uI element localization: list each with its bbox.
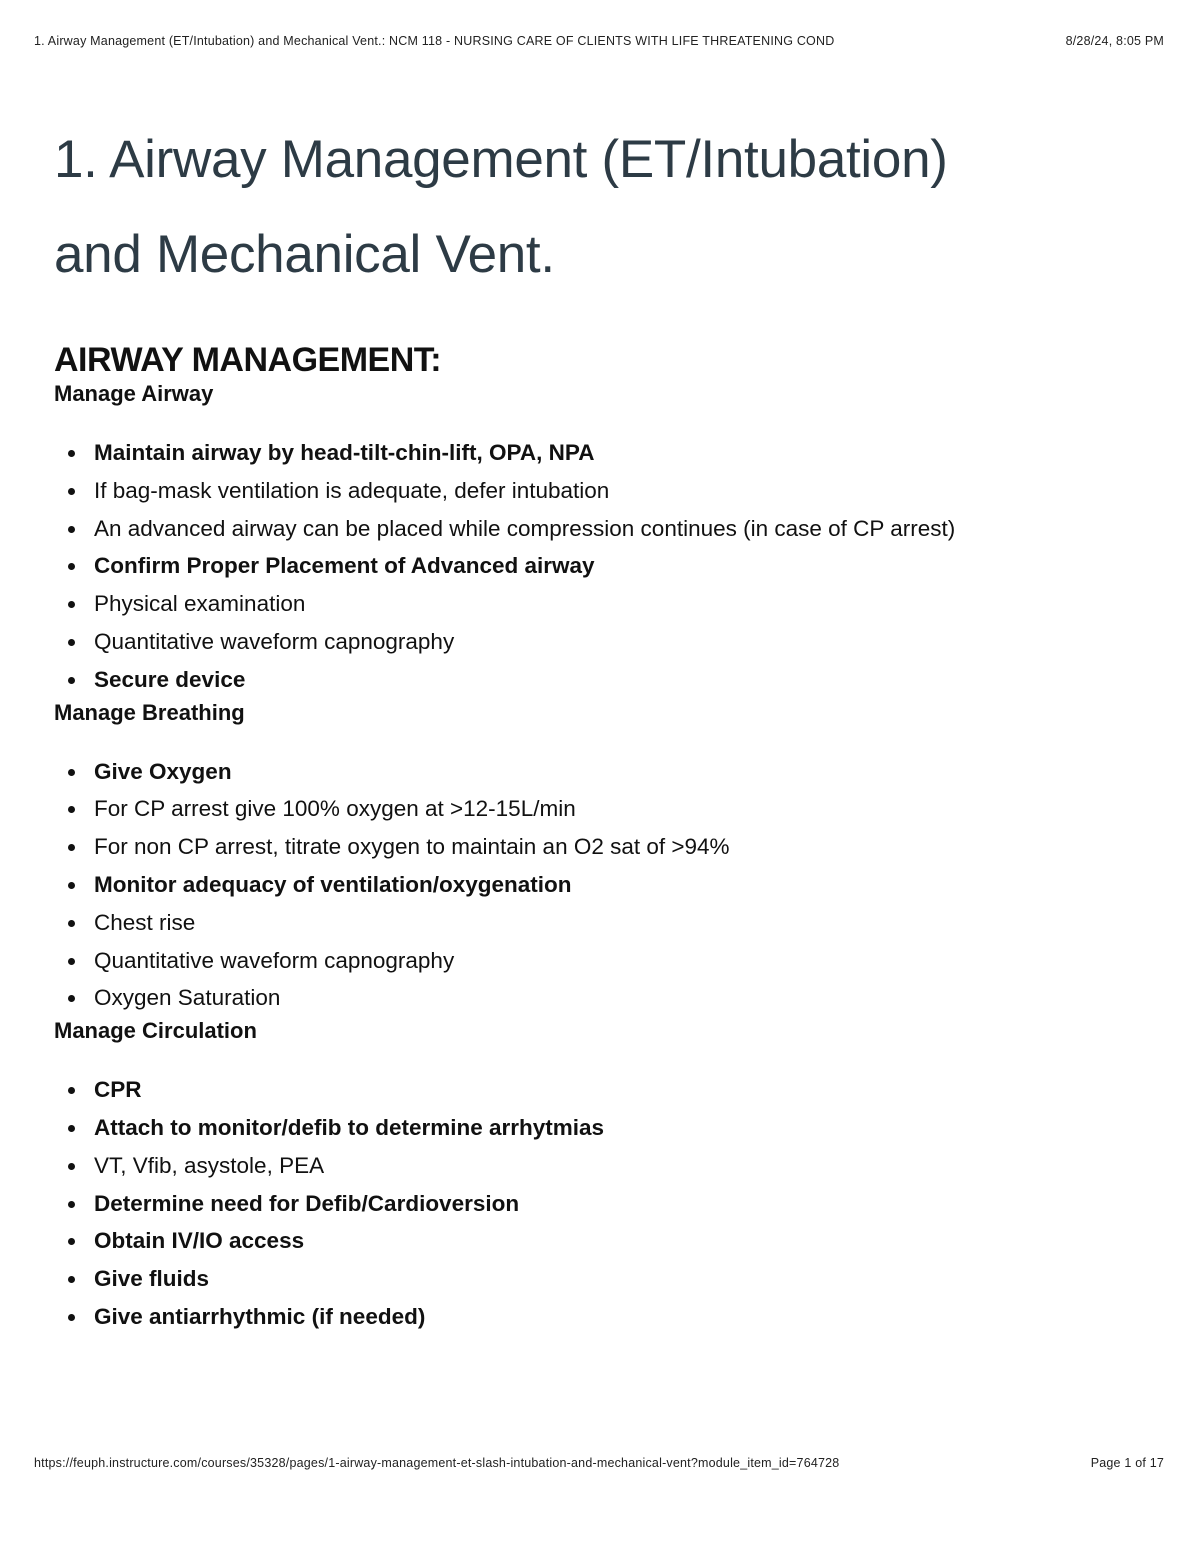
bullet-icon	[68, 769, 75, 776]
bullet-icon	[68, 995, 75, 1002]
list-item	[54, 1147, 1154, 1185]
page-title-line2: and Mechanical Vent.	[54, 225, 555, 284]
list-item-text: Monitor adequacy of ventilation/oxygenation	[94, 871, 572, 897]
list-item-text: Obtain IV/IO access	[94, 1228, 305, 1254]
page-title-line1: 1. Airway Management (ET/Intubation)	[54, 130, 948, 189]
list-item-text: Chest rise	[94, 909, 196, 935]
list-item	[54, 661, 1154, 699]
bullet-icon	[68, 1314, 75, 1321]
page-indicator: Page 1 of 17	[1090, 1456, 1164, 1470]
list-item-text: For CP arrest give 100% oxygen at >12-15L/min	[94, 796, 576, 822]
bullet-icon	[68, 677, 75, 684]
print-header-title: 1. Airway Management (ET/Intubation) and Mechanical Vent.: NCM 118 - NURSING CARE OF CLIENTS WITH LIFE THREATENING COND	[34, 34, 835, 48]
list-item-text: Attach to monitor/defib to determine arrhytmias	[94, 1114, 605, 1140]
list-item	[54, 434, 1154, 472]
list-item-text: Oxygen Saturation	[94, 985, 281, 1011]
bullet-icon	[68, 526, 75, 533]
bullet-icon	[68, 1201, 75, 1208]
list-item	[54, 1185, 1154, 1223]
bullet-icon	[68, 920, 75, 927]
bullet-icon	[68, 601, 75, 608]
bullet-icon	[68, 639, 75, 646]
list-manage-airway	[54, 434, 1154, 699]
bullet-icon	[68, 806, 75, 813]
print-footer-url: https://feuph.instructure.com/courses/35328/pages/1-airway-management-et-slash-intubation-and-mechanical-vent?module_item_id=764728	[34, 1456, 840, 1470]
bullet-icon	[68, 882, 75, 889]
list-item	[54, 510, 1154, 548]
list-item-text: CPR	[94, 1077, 142, 1103]
list-item-text: Give antiarrhythmic (if needed)	[94, 1303, 426, 1329]
bullet-icon	[68, 844, 75, 851]
list-manage-breathing	[54, 753, 1154, 1018]
list-item	[54, 1260, 1154, 1298]
list-item	[54, 1298, 1154, 1336]
list-item	[54, 1071, 1154, 1109]
bullet-icon	[68, 488, 75, 495]
bullet-icon	[68, 1125, 75, 1132]
section-heading-airway-management: AIRWAY MANAGEMENT:	[54, 341, 442, 379]
bullet-icon	[68, 1276, 75, 1283]
subheading-manage-breathing: Manage Breathing	[54, 699, 245, 725]
list-item	[54, 753, 1154, 791]
bullet-icon	[68, 958, 75, 965]
list-item	[54, 942, 1154, 980]
list-item-text: For non CP arrest, titrate oxygen to maintain an O2 sat of >94%	[94, 834, 730, 860]
list-item	[54, 866, 1154, 904]
bullet-icon	[68, 1163, 75, 1170]
list-item	[54, 1109, 1154, 1147]
list-item	[54, 904, 1154, 942]
list-item-text: Maintain airway by head-tilt-chin-lift, OPA, NPA	[94, 440, 595, 465]
subheading-manage-circulation: Manage Circulation	[54, 1018, 257, 1044]
list-item-text: Confirm Proper Placement of Advanced airway	[94, 553, 595, 579]
bullet-icon	[68, 450, 75, 457]
list-item	[54, 585, 1154, 623]
print-footer	[34, 1456, 1164, 1474]
list-item-text: Secure device	[94, 666, 246, 692]
list-item-text: Quantitative waveform capnography	[94, 628, 455, 654]
list-item	[54, 472, 1154, 510]
list-item-text: Determine need for Defib/Cardioversion	[94, 1190, 520, 1216]
subheading-manage-airway: Manage Airway	[54, 381, 214, 406]
page-content	[54, 112, 1154, 1336]
list-item	[54, 1222, 1154, 1260]
list-manage-circulation	[54, 1071, 1154, 1336]
bullet-icon	[68, 563, 75, 570]
list-item-text: Give fluids	[94, 1266, 210, 1292]
bullet-icon	[68, 1238, 75, 1245]
list-item	[54, 979, 1154, 1017]
list-item-text: VT, Vfib, asystole, PEA	[94, 1152, 325, 1178]
list-item	[54, 623, 1154, 661]
print-header-datetime: 8/28/24, 8:05 PM	[1065, 34, 1164, 48]
list-item	[54, 828, 1154, 866]
list-item-text: If bag-mask ventilation is adequate, defer intubation	[94, 477, 610, 503]
list-item-text: Give Oxygen	[94, 758, 232, 784]
list-item-text: An advanced airway can be placed while compression continues (in case of CP arrest)	[94, 515, 956, 541]
list-item-text: Physical examination	[94, 591, 306, 617]
bullet-icon	[68, 1087, 75, 1094]
list-item	[54, 790, 1154, 828]
page-title	[54, 112, 1154, 302]
print-header	[34, 34, 1164, 52]
list-item	[54, 547, 1154, 585]
list-item-text: Quantitative waveform capnography	[94, 947, 455, 973]
